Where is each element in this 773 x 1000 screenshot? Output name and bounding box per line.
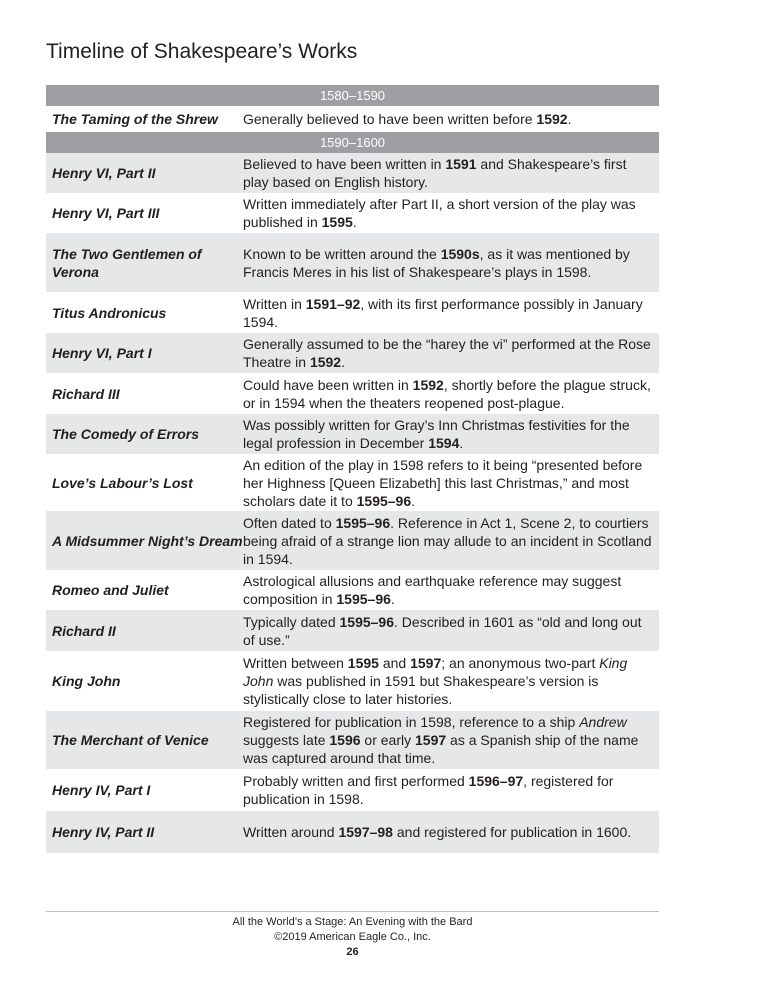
description-segment: . xyxy=(459,435,464,451)
period-header: 1590–1600 xyxy=(46,132,659,153)
work-title: Love’s Labour’s Lost xyxy=(52,474,193,491)
timeline-row xyxy=(46,610,659,651)
timeline-row xyxy=(46,292,659,333)
work-title: Henry VI, Part I xyxy=(52,345,152,361)
description-segment: . xyxy=(341,354,345,370)
work-title: Henry VI, Part II xyxy=(52,165,156,181)
work-description xyxy=(243,455,659,511)
description-segment: Generally assumed to be the “harey the vi” performed at the Rose Theatre in xyxy=(243,336,651,370)
timeline-row xyxy=(46,373,659,414)
description-segment: , shortly before the plague struck, or in 1594 when the theaters reopened post-plague. xyxy=(243,376,651,411)
description-segment: Probably written and first performed xyxy=(243,773,469,789)
work-description xyxy=(243,822,659,842)
description-segment: ; an anonymous two-part xyxy=(441,655,600,671)
work-description xyxy=(243,415,659,453)
work-title: Richard III xyxy=(52,385,120,402)
timeline-row xyxy=(46,454,659,511)
description-segment: . Described in 1601 as “old and long out of use.” xyxy=(243,613,642,648)
description-segment: 1592 xyxy=(412,376,444,393)
work-title: Henry VI, Part III xyxy=(52,205,160,221)
description-segment: , registered for publication in 1598. xyxy=(243,773,614,807)
work-title: The Comedy of Errors xyxy=(52,426,200,442)
description-segment: 1597 xyxy=(410,655,442,671)
footer-book-title: All the World’s a Stage: An Evening with the Bard xyxy=(232,916,473,928)
description-segment: . xyxy=(352,214,357,230)
description-segment: 1591–92 xyxy=(305,295,361,312)
timeline-row xyxy=(46,511,659,570)
description-segment: Could have been written in xyxy=(243,376,413,393)
description-segment: . xyxy=(411,492,416,509)
description-segment: and Shakespeare’s first play based on English history. xyxy=(243,156,627,190)
description-segment: 1597 xyxy=(415,732,447,748)
work-description xyxy=(243,194,659,232)
timeline-row xyxy=(46,333,659,373)
description-segment: was published in 1591 but Shakespeare’s version is stylistically close to later histories. xyxy=(243,673,599,707)
work-title: The Merchant of Venice xyxy=(52,732,209,748)
work-title: King John xyxy=(52,673,121,689)
description-segment: Known to be written around the xyxy=(243,245,441,262)
description-segment: and registered for publication in 1600. xyxy=(392,824,632,840)
timeline-row xyxy=(46,414,659,454)
footer-divider xyxy=(46,911,659,912)
timeline-table xyxy=(46,85,659,853)
page-title: Timeline of Shakespeare’s Works xyxy=(46,40,358,63)
description-segment: . xyxy=(567,111,572,127)
timeline-row xyxy=(46,153,659,193)
work-title: The Two Gentlemen of Verona xyxy=(52,245,202,280)
page-footer xyxy=(46,915,659,960)
timeline-row xyxy=(46,193,659,233)
description-segment: 1597–98 xyxy=(338,824,393,840)
work-title: Titus Andronicus xyxy=(52,304,167,321)
work-title: Henry IV, Part I xyxy=(52,782,151,798)
description-segment: King John xyxy=(243,655,628,689)
work-description xyxy=(243,571,659,609)
description-segment: 1595 xyxy=(321,214,353,230)
work-title: Henry IV, Part II xyxy=(52,824,155,840)
description-segment: 1591 xyxy=(445,156,477,172)
work-title: The Taming of the Shrew xyxy=(52,111,218,127)
description-segment: Written immediately after Part II, a short version of the play was published in xyxy=(243,196,636,230)
work-title: Romeo and Juliet xyxy=(52,582,169,598)
description-segment: . xyxy=(390,591,395,607)
description-segment: 1595–96 xyxy=(356,492,412,509)
description-segment: Believed to have been written in xyxy=(243,156,446,172)
description-segment: Written between xyxy=(243,655,348,671)
description-segment: Written in xyxy=(243,295,306,312)
description-segment: 1594 xyxy=(428,435,460,451)
description-segment: Generally believed to have been written before xyxy=(243,111,537,127)
period-header: 1580–1590 xyxy=(46,85,659,106)
description-segment: Typically dated xyxy=(243,613,340,630)
work-description xyxy=(243,771,659,809)
description-segment: Andrew xyxy=(579,714,627,730)
description-segment: Astrological allusions and earthquake reference may suggest composition in xyxy=(243,573,622,607)
work-description xyxy=(243,375,659,413)
description-segment: or early xyxy=(360,732,416,748)
work-description xyxy=(243,513,659,569)
description-segment: Written around xyxy=(243,824,339,840)
description-segment: , as it was mentioned by Francis Meres in his list of Shakespeare’s plays in 1598. xyxy=(243,245,630,280)
timeline-row xyxy=(46,570,659,610)
description-segment: 1590s xyxy=(440,245,480,262)
timeline-row xyxy=(46,233,659,292)
work-description xyxy=(243,154,659,192)
description-segment: 1595–96 xyxy=(339,613,395,630)
description-segment: 1592 xyxy=(309,354,342,370)
description-segment: 1596 xyxy=(329,732,361,748)
description-segment: 1595 xyxy=(347,655,379,671)
work-description xyxy=(243,294,659,332)
description-segment: . Reference in Act 1, Scene 2, to courtiers being afraid of a strange lion may allude to an incident in Scotland in 1594. xyxy=(243,514,652,567)
description-segment: 1592 xyxy=(536,111,568,127)
work-description xyxy=(243,244,659,282)
work-title: A Midsummer Night’s Dream xyxy=(52,532,243,549)
timeline-row xyxy=(46,651,659,711)
description-segment: suggests late xyxy=(243,732,330,748)
timeline-row xyxy=(46,106,659,132)
timeline-row xyxy=(46,769,659,811)
description-segment: Was possibly written for Gray’s Inn Christmas festivities for the legal profession in December xyxy=(243,417,630,451)
footer-copyright: ©2019 American Eagle Co., Inc. xyxy=(274,931,431,943)
description-segment: 1596–97 xyxy=(468,773,524,789)
work-description xyxy=(243,612,659,650)
description-segment: 1595–96 xyxy=(335,514,391,531)
description-segment: and xyxy=(378,655,411,671)
work-title: Richard II xyxy=(52,622,116,639)
description-segment: 1595–96 xyxy=(336,591,391,607)
page-number: 26 xyxy=(346,946,359,958)
work-description xyxy=(243,653,659,709)
description-segment: Often dated to xyxy=(243,514,336,531)
description-segment: Registered for publication in 1598, reference to a ship xyxy=(243,714,580,730)
timeline-row xyxy=(46,811,659,853)
timeline-row xyxy=(46,711,659,769)
work-description xyxy=(243,109,659,129)
description-segment: , with its first performance possibly in January 1594. xyxy=(243,295,643,330)
work-description xyxy=(243,712,659,768)
description-segment: as a Spanish ship of the name was captured around that time. xyxy=(243,732,639,766)
work-description xyxy=(243,334,659,372)
description-segment: An edition of the play in 1598 refers to it being “presented before her Highness [Queen Elizabeth] this last Christmas,” and most scholars date it to xyxy=(243,456,643,509)
